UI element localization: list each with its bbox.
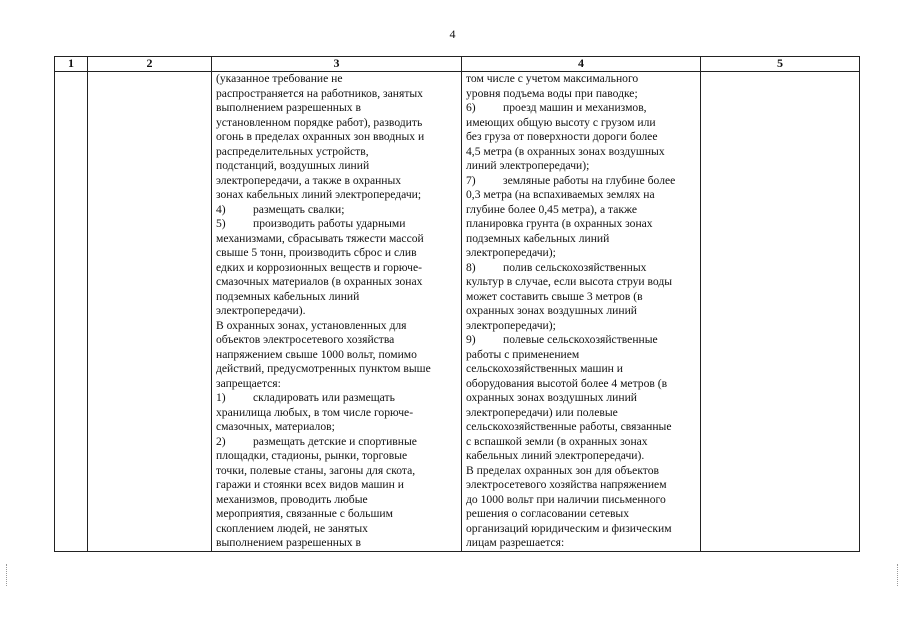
cell-col-3 — [212, 72, 462, 552]
left-edge-mark — [6, 564, 8, 586]
text-line: распределительных устройств, — [216, 144, 369, 158]
text-line: выполнением разрешенных в — [216, 536, 361, 549]
text-line: с вспашкой земли (в охранных зонах — [466, 434, 648, 448]
text-line: установленном порядке работ), разводить — [216, 115, 423, 129]
text-line: мероприятия, связанные с большим — [216, 507, 393, 520]
text-line: 7) земляные работы на глубине более — [466, 173, 676, 187]
text-line: огонь в пределах охранных зон вводных и — [216, 130, 425, 143]
text-line: свыше 5 тонн, производить сброс и слив — [216, 246, 417, 259]
content-table — [54, 56, 860, 552]
text-line: В пределах охранных зон для объектов — [466, 463, 659, 477]
text-line: без груза от поверхности дороги более — [466, 130, 658, 143]
text-line: сельскохозяйственных машин и — [466, 362, 623, 375]
text-line: смазочных, материалов; — [216, 420, 335, 433]
text-line: 4) размещать свалки; — [216, 202, 345, 216]
text-line: В охранных зонах, установленных для — [216, 318, 407, 332]
header-row — [55, 57, 860, 72]
text-line: охранных зонах воздушных линий — [466, 304, 637, 317]
text-line: электропередачи). — [216, 304, 306, 317]
text-line: механизмами, сбрасывать тяжести массой — [216, 231, 424, 245]
text-line: глубине более 0,45 метра), а также — [466, 202, 637, 216]
text-line: запрещается: — [216, 376, 281, 390]
text-line: сельскохозяйственные работы, связанные — [466, 420, 672, 433]
text-line: 1) складировать или размещать — [216, 391, 395, 404]
cell-col-1 — [55, 72, 88, 552]
cell-col-4 — [462, 72, 701, 552]
column-header-1: 1 — [55, 57, 88, 72]
text-line: подземных кабельных линий — [216, 289, 360, 303]
table-row — [55, 72, 860, 552]
text-line: кабельных линий электропередачи). — [466, 449, 645, 462]
text-line: электропередачи) или полевые — [466, 405, 618, 419]
text-line: линий электропередачи); — [466, 159, 590, 172]
text-line: электропередачи); — [466, 318, 556, 332]
text-line: организаций юридическим и физическим — [466, 521, 672, 535]
text-line: подземных кабельных линий — [466, 231, 610, 245]
col4-text — [462, 72, 700, 551]
text-line: уровня подъема воды при паводке; — [466, 86, 638, 100]
cell-col-2 — [88, 72, 212, 552]
text-line: механизмов, проводить любые — [216, 492, 368, 506]
column-header-4: 4 — [462, 57, 701, 72]
text-line: напряжением свыше 1000 вольт, помимо — [216, 347, 417, 361]
text-line: 2) размещать детские и спортивные — [216, 434, 417, 448]
text-line: электропередачи, а также в охранных — [216, 173, 402, 187]
text-line: работы с применением — [466, 347, 580, 361]
text-line: хранилища любых, в том числе горюче- — [216, 405, 414, 419]
text-line: (указанное требование не — [216, 72, 343, 85]
text-line: может составить свыше 3 метров (в — [466, 289, 643, 303]
text-line: охранных зонах воздушных линий — [466, 391, 637, 404]
page-number: 4 — [449, 27, 456, 41]
text-line: выполнением разрешенных в — [216, 101, 361, 114]
text-line: объектов электросетевого хозяйства — [216, 333, 395, 346]
text-line: смазочных материалов (в охранных зонах — [216, 275, 423, 288]
text-line: 6) проезд машин и механизмов, — [466, 101, 647, 114]
text-line: скоплением людей, не занятых — [216, 521, 368, 535]
cell-col-5 — [701, 72, 860, 552]
text-line: площадки, стадионы, рынки, торговые — [216, 449, 408, 462]
text-line: планировка грунта (в охранных зонах — [466, 217, 653, 230]
text-line: культур в случае, если высота струи воды — [466, 275, 673, 288]
text-line: 8) полив сельскохозяйственных — [466, 260, 647, 274]
text-line: электросетевого хозяйства напряжением — [466, 478, 667, 491]
text-line: подстанций, воздушных линий — [216, 159, 370, 172]
text-line: гаражи и стоянки всех видов машин и — [216, 478, 404, 491]
column-header-5: 5 — [701, 57, 860, 72]
text-line: распространяется на работников, занятых — [216, 86, 423, 100]
right-edge-mark — [897, 564, 899, 586]
text-line: 5) производить работы ударными — [216, 217, 406, 230]
text-line: до 1000 вольт при наличии письменного — [466, 492, 666, 506]
text-line: 0,3 метра (на вспахиваемых землях на — [466, 188, 655, 201]
text-line: том числе с учетом максимального — [466, 72, 639, 85]
text-line: электропередачи); — [466, 246, 556, 259]
text-line: 9) полевые сельскохозяйственные — [466, 333, 658, 346]
column-header-3: 3 — [212, 57, 462, 72]
text-line: решения о согласовании сетевых — [466, 507, 630, 520]
text-line: 4,5 метра (в охранных зонах воздушных — [466, 144, 665, 158]
text-line: оборудования высотой более 4 метров (в — [466, 376, 668, 390]
text-line: имеющих общую высоту с грузом или — [466, 115, 656, 129]
text-line: едких и коррозионных веществ и горюче- — [216, 260, 422, 274]
text-line: лицам разрешается: — [466, 536, 565, 549]
text-line: точки, полевые станы, загоны для скота, — [216, 463, 416, 477]
col3-text — [212, 72, 461, 551]
text-line: действий, предусмотренных пунктом выше — [216, 362, 431, 375]
column-header-2: 2 — [88, 57, 212, 72]
text-line: зонах кабельных линий электропередачи; — [216, 188, 422, 201]
